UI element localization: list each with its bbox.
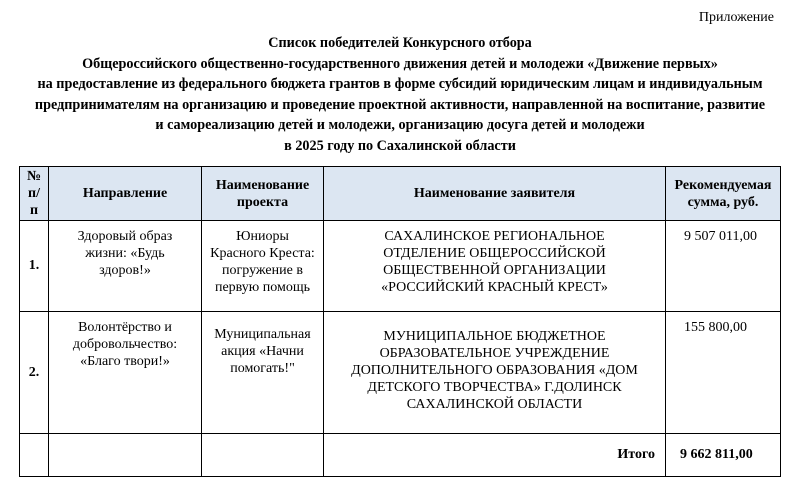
table-row bbox=[20, 312, 781, 434]
row-sum: 9 507 011,00 bbox=[666, 221, 781, 312]
heading-line: на предоставление из федерального бюджета грантов в форме субсидий юридическим лицам и индивидуальным bbox=[37, 76, 763, 92]
winners-table bbox=[19, 166, 781, 477]
row-sum: 155 800,00 bbox=[666, 312, 781, 434]
empty-cell bbox=[49, 434, 202, 477]
header-direction: Направление bbox=[49, 167, 202, 221]
heading-line: предпринимателям на организацию и проведение проектной активности, направленной на воспитание, развитие bbox=[34, 96, 766, 113]
heading-line: Общероссийского общественно-государственного движения детей и молодежи «Движение первых» bbox=[82, 55, 718, 72]
row-applicant: МУНИЦИПАЛЬНОЕ БЮДЖЕТНОЕ ОБРАЗОВАТЕЛЬНОЕ УЧРЕЖДЕНИЕ ДОПОЛНИТЕЛЬНОГО ОБРАЗОВАНИЯ «ДОМ ДЕТСКОГО ТВОРЧЕСТВА» Г.ДОЛИНСК САХАЛИНСКОЙ ОБЛАСТИ bbox=[324, 312, 666, 434]
row-direction: Здоровый образ жизни: «Будь здоров!» bbox=[49, 221, 202, 312]
total-label: Итого bbox=[324, 434, 666, 477]
header-num: № п/п bbox=[20, 167, 49, 221]
empty-cell bbox=[20, 434, 49, 477]
row-number: 1. bbox=[20, 221, 49, 312]
table-row bbox=[20, 221, 781, 312]
row-applicant: САХАЛИНСКОЕ РЕГИОНАЛЬНОЕ ОТДЕЛЕНИЕ ОБЩЕРОССИЙСКОЙ ОБЩЕСТВЕННОЙ ОРГАНИЗАЦИИ «РОССИЙСКИЙ КРАСНЫЙ КРЕСТ» bbox=[324, 221, 666, 312]
empty-cell bbox=[202, 434, 324, 477]
header-sum: Рекомендуемая сумма, руб. bbox=[666, 167, 781, 221]
row-direction: Волонтёрство и добровольчество: «Благо твори!» bbox=[49, 312, 202, 434]
table-total-row bbox=[20, 434, 781, 477]
heading-line: Список победителей Конкурсного отбора bbox=[268, 35, 532, 51]
total-value: 9 662 811,00 bbox=[666, 434, 781, 477]
heading-line: в 2025 году по Сахалинской области bbox=[284, 137, 516, 154]
row-project: Муниципальная акция «Начни помогать!" bbox=[202, 312, 324, 434]
document-heading bbox=[0, 33, 800, 156]
row-project: Юниоры Красного Креста: погружение в первую помощь bbox=[202, 221, 324, 312]
appendix-label: Приложение bbox=[698, 10, 774, 25]
table-header-row bbox=[20, 167, 781, 221]
header-project: Наименование проекта bbox=[202, 167, 324, 221]
row-number: 2. bbox=[20, 312, 49, 434]
header-applicant: Наименование заявителя bbox=[324, 167, 666, 221]
heading-line: и самореализацию детей и молодежи, организацию досуга детей и молодежи bbox=[155, 117, 645, 133]
